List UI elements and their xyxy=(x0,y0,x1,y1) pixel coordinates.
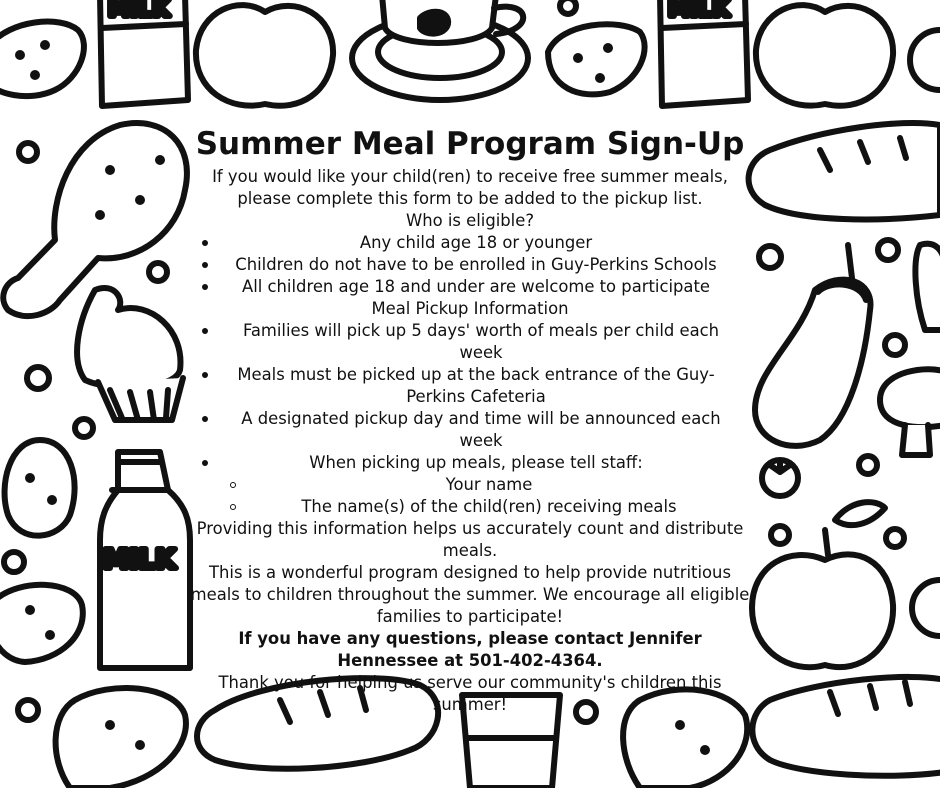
pea-icon xyxy=(859,456,877,474)
eligibility-heading: Who is eligible? xyxy=(405,211,535,230)
potato-icon xyxy=(548,24,645,94)
bullet-icon xyxy=(202,284,208,290)
pea-icon xyxy=(75,419,93,437)
pea-icon xyxy=(878,240,898,260)
pea-icon xyxy=(771,526,789,544)
cookie-icon xyxy=(910,30,940,90)
apple-icon xyxy=(756,5,893,106)
program-note: This is a wonderful program designed to help provide nutritious meals to children throughout the summer. We encourage all eligible families to participate! xyxy=(190,563,750,626)
list-item: All children age 18 and under are welcome to participate xyxy=(190,276,750,298)
list-item: A designated pickup day and time will be announced each week xyxy=(190,408,750,452)
pea-icon xyxy=(149,263,167,281)
pickup-list xyxy=(190,320,750,518)
bullet-icon xyxy=(202,262,208,268)
pea-icon xyxy=(885,335,905,355)
teacup-icon xyxy=(352,0,528,100)
thanks-text: Thank you for helping us serve our community's children this summer! xyxy=(218,673,722,714)
cupcake-icon xyxy=(77,288,183,420)
list-item: Your name xyxy=(190,474,750,496)
potato-icon xyxy=(56,688,186,788)
pea-icon xyxy=(886,529,904,547)
apple-icon xyxy=(196,5,333,106)
bullet-icon xyxy=(202,416,208,422)
circle-bullet-icon xyxy=(230,482,236,488)
potato-icon xyxy=(0,585,83,662)
bullet-icon xyxy=(202,372,208,378)
pea-icon xyxy=(27,367,49,389)
pea-icon xyxy=(4,552,24,572)
bullet-icon xyxy=(202,240,208,246)
potato-icon xyxy=(0,22,84,97)
contact-text: If you have any questions, please contact Jennifer Hennessee at 501-402-4364. xyxy=(238,629,702,670)
info-note: Providing this information helps us accurately count and distribute meals. xyxy=(196,519,744,560)
tomato-icon xyxy=(762,460,798,496)
circle-bullet-icon xyxy=(230,504,236,510)
list-item: When picking up meals, please tell staff: Your name The name(s) of the child(ren) receiving meals xyxy=(190,452,750,518)
svg-text:MILK: MILK xyxy=(668,0,730,22)
bread-icon xyxy=(749,123,940,219)
bullet-icon xyxy=(202,460,208,466)
svg-text:MILK: MILK xyxy=(103,545,176,575)
cucumber-icon xyxy=(915,244,940,330)
mushroom-icon xyxy=(880,369,940,455)
eligibility-list xyxy=(190,232,750,298)
list-item: Any child age 18 or younger xyxy=(190,232,750,254)
lemon-icon xyxy=(5,440,75,536)
pickup-heading: Meal Pickup Information xyxy=(371,299,569,318)
intro-text: If you would like your child(ren) to receive free summer meals, please complete this form to be added to the pickup list. xyxy=(212,167,728,208)
pea-icon xyxy=(18,700,38,720)
list-item: Children do not have to be enrolled in Guy-Perkins Schools xyxy=(190,254,750,276)
milk-carton-icon xyxy=(100,0,188,106)
cookie-icon xyxy=(912,580,940,636)
list-item: The name(s) of the child(ren) receiving meals xyxy=(190,496,750,518)
pea-icon xyxy=(19,143,37,161)
flyer-body xyxy=(190,122,750,716)
list-item: Meals must be picked up at the back entrance of the Guy-Perkins Cafeteria xyxy=(190,364,750,408)
milk-carton-icon xyxy=(660,0,748,106)
pea-icon xyxy=(560,0,576,14)
milk-bottle-icon xyxy=(100,452,190,668)
tell-staff-list xyxy=(190,474,750,518)
bread-icon xyxy=(752,677,940,776)
bullet-icon xyxy=(202,328,208,334)
svg-text:MILK: MILK xyxy=(108,0,170,22)
list-item: Families will pick up 5 days' worth of meals per child each week xyxy=(190,320,750,364)
eggplant-icon xyxy=(755,245,870,446)
page-title: Summer Meal Program Sign-Up xyxy=(195,126,745,162)
pea-icon xyxy=(759,246,781,268)
